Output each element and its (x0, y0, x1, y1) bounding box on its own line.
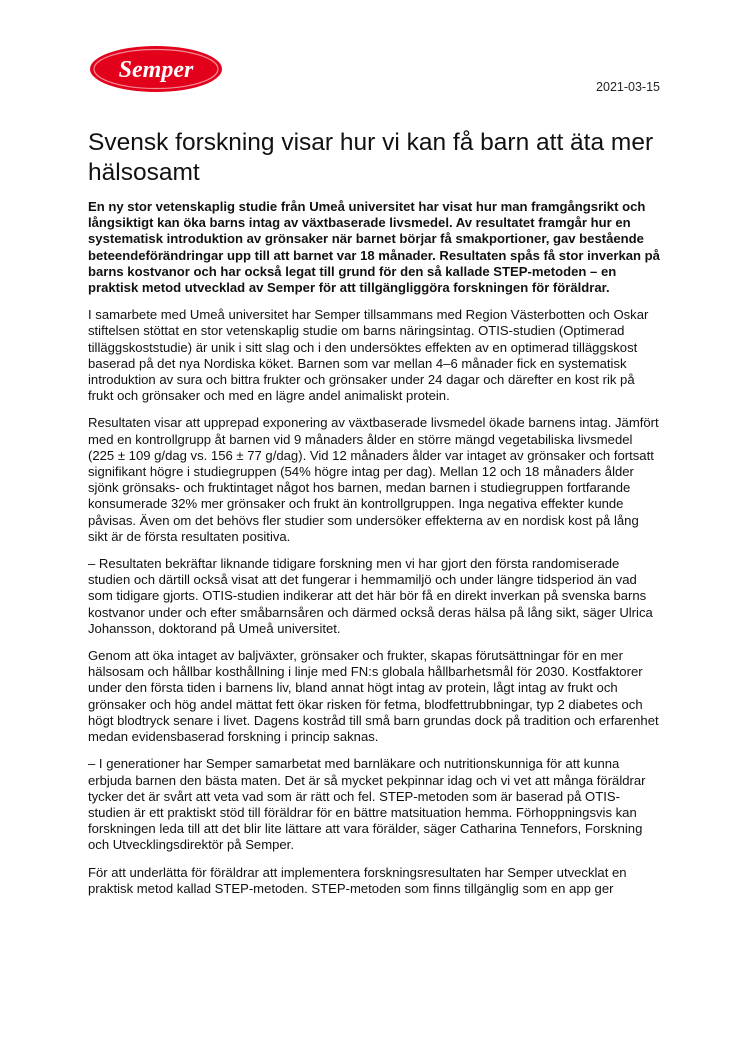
semper-logo (88, 44, 224, 94)
article-title: Svensk forskning visar hur vi kan få barn att äta mer hälsosamt (88, 129, 654, 186)
semper-logo-graphic (88, 44, 224, 94)
publish-date: 2021-03-15 (596, 80, 660, 94)
logo-text: Semper (118, 57, 194, 83)
article-paragraph: I samarbete med Umeå universitet har Semper tillsammans med Region Västerbotten och Oskar stiftelsen stöttat en stor vetenskaplig studie om barns näringsintag. OTIS-studien (Optimerad tilläggskoststudie) är unik i sitt slag och i den undersöktes effekten av en optimerad tilläggskost baserad på det nya Nordiska köket. Barnen som var mellan 4–6 månader fick en systematisk introduktion av sura och bittra frukter och grönsaker under 24 dagar och därefter en kost rik på frukt och grönsaker och med en lägre andel animaliskt protein. (88, 307, 649, 404)
article-paragraph: – Resultaten bekräftar liknande tidigare forskning men vi har gjort den första randomiserade studien och därtill också visat att det fungerar i hemmamiljö och under längre tidsperiod än vad som tidigare gjorts. OTIS-studien indikerar att det här bör få en direkt inverkan på svenska barns kostvanor under och efter småbarnsåren och därmed också deras hälsa på lång sikt, säger Ulrica Johansson, doktorand på Umeå universitet. (88, 556, 653, 636)
article (88, 128, 660, 908)
article-paragraph: – I generationer har Semper samarbetat med barnläkare och nutritionskunniga för att kunna erbjuda barnen den bästa maten. Det är så mycket pekpinnar idag och vi vet att många föräldrar tycker det är svårt att veta vad som är rätt och fel. STEP-metoden som är baserad på OTIS-studien är ett praktiskt stöd till föräldrar för en bättre matsituation hemma. Förhoppningsvis kan forskningen leda till att det blir lite lättare att vara förälder, säger Catharina Tennefors, Forskning och Utvecklingsdirektör på Semper. (88, 756, 646, 853)
article-paragraph: Genom att öka intaget av baljväxter, grönsaker och frukter, skapas förutsättningar för en mer hälsosam och hållbar kosthållning i linje med FN:s globala hållbarhetsmål för 2030. Kostfaktorer under den första tiden i barnens liv, bland annat högt intag av protein, lågt intag av frukt och grönsaker och hög andel mättat fett ökar risken för fetma, blodfettrubbningar, typ 2 diabetes och högt blodtryck senare i livet. Dagens kostråd till små barn grundas dock på tradition och erfarenhet medan evidensbaserad forskning i princip saknas. (88, 648, 659, 745)
article-paragraph: För att underlätta för föräldrar att implementera forskningsresultaten har Semper utvecklat en praktisk metod kallad STEP-metoden. STEP-metoden som finns tillgänglig som en app ger (88, 864, 627, 896)
article-paragraph: Resultaten visar att upprepad exponering av växtbaserade livsmedel ökade barnens intag. Jämfört med en kontrollgrupp åt barnen vid 9 månaders ålder en större mängd vegetabiliska livsmedel (225 ± 109 g/dag vs. 156 ± 77 g/dag). Vid 12 månaders ålder var intaget av grönsaker och fortsatt signifikant högre i studiegruppen (54% högre intag per dag). Mellan 12 och 18 månaders ålder sjönk grönsaks- och fruktintaget något hos barnen, medan barnen i studiegruppen fortfarande konsumerade 32% mer grönsaker och frukt än kontrollgruppen. Inga negativa effekter kunde påvisas. Även om det behövs fler studier som undersöker effekterna av en nordisk kost på lång sikt är de första resultaten positiva. (88, 415, 659, 544)
article-lead: En ny stor vetenskaplig studie från Umeå universitet har visat hur man framgångsrikt och långsiktigt kan öka barns intag av växtbaserade livsmedel. Av resultatet framgår hur en systematisk introduktion av grönsaker när barnet börjar få smakportioner, gav bestående beteendeförändringar upp till att barnet var 18 månader. Resultaten spås få stor inverkan på barns kostvanor och har också legat till grund för den så kallade STEP-metoden – en praktisk metod utvecklad av Semper för att tillgängliggöra forskningen för föräldrar. (88, 199, 660, 296)
